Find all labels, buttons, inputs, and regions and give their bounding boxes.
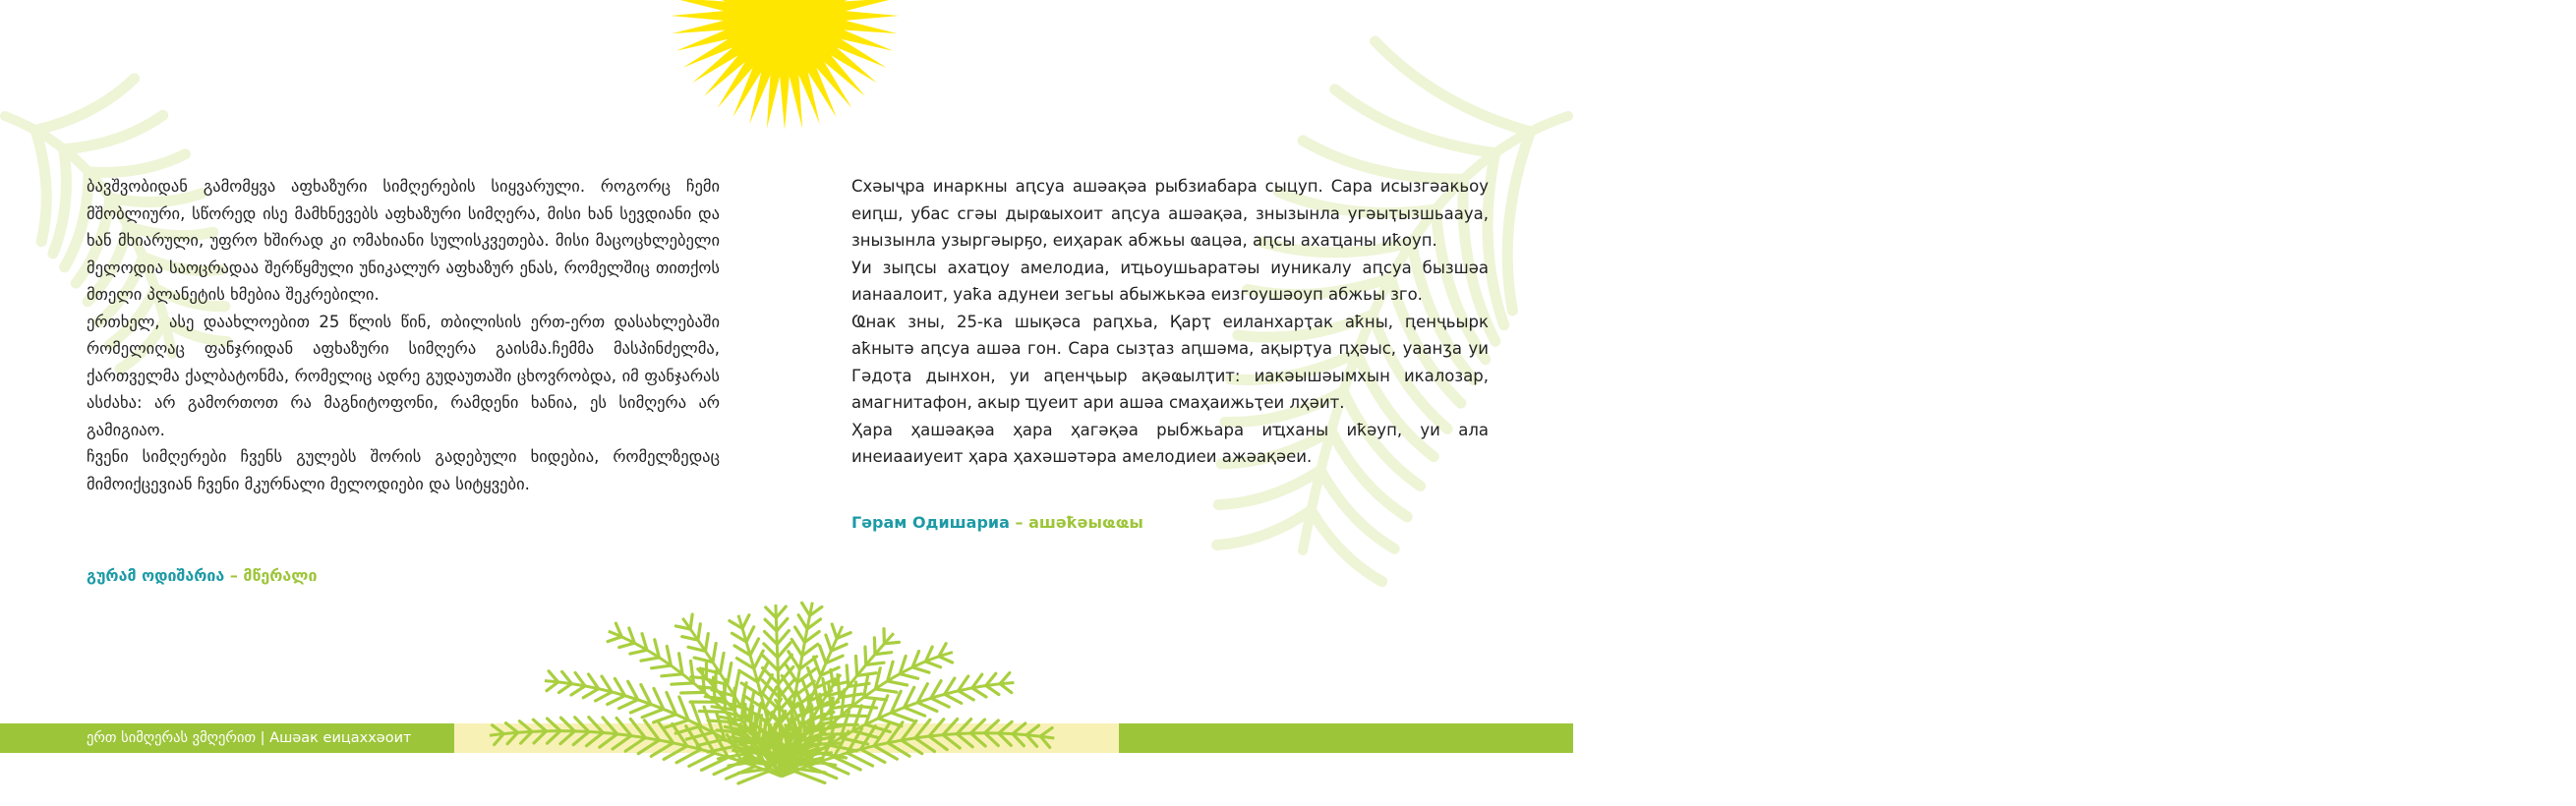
footer-title-right: ერთ სიმღერას ვმღერით | Ашәак еицаххәоит [2252, 730, 2576, 746]
abkhaz-paragraph-2: Уи зыԥсы ахаҵоу амелодиа, иҵьоушьаратәы иуникалу аԥсуа бызшәа ианаалоит, уаҟа адунеи зегьы абыжькәа еизгоушәоуп абжьы зго. [851, 258, 1489, 304]
georgian-paragraph-1: ბავშვობიდან გამომყვა აფხაზური სიმღერების სიყვარული. როგორც ჩემი მშობლიური, სწორედ ისე მამხნევებს აფხაზური სიმღერა, მისი ხან სევდიანი და ხან მხიარული, უფრო ხშირად კი ომახიანი სულისკვეთება. მისი მაცოცხლებელი მელოდია საოცრადაა შერწყმული უნიკალურ აფხაზურ ენას, რომელშიც თითქოს მთელი პლანეტის ხმებია შეკრებილი. [87, 177, 720, 304]
georgian-signature [87, 566, 317, 585]
georgian-author-name: გურამ ოდიშარია [87, 566, 225, 585]
palm-tree-icon [490, 603, 1054, 783]
abkhaz-text-column [851, 173, 1489, 471]
abkhaz-signature [851, 513, 1143, 532]
footer-title-left: ერთ სიმღერას ვმღერით | Ашәак еицаххәоит [87, 730, 412, 746]
georgian-paragraph-3: ჩვენი სიმღერები ჩვენს გულებს შორის გადებული ხიდებია, რომელზედაც მიმოიქცევიან ჩვენი მკურნალი მელოდიები და სიტყვები. [87, 447, 720, 493]
abkhaz-author-name: Гәрам Одишариа [851, 513, 1010, 532]
abkhaz-paragraph-4: Ҳара ҳашәақәа ҳара ҳагәқәа рыбжьара иҵханы иҟәуп, уи ала инеиааиуеит ҳара ҳахәшәтәра амелодиеи ажәақәеи. [851, 420, 1489, 466]
georgian-author-role: – მწერალი [229, 566, 318, 585]
georgian-paragraph-2: ერთხელ, ასე დაახლოებით 25 წლის წინ, თბილისის ერთ-ერთ დასახლებაში რომელიღაც ფანჯრიდან აფხაზური სიმღერა გაისმა.ჩემმა მასპინძელმა, ქართველმა ქალბატონმა, რომელიც ადრე გუდაუთაში ცხოვრობდა, იმ ფანჯარას ასძახა: არ გამორთოთ რა მაგნიტოფონი, რამდენი ხანია, ეს სიმღერა არ გამიგიაო. [87, 312, 720, 439]
abkhaz-paragraph-3: Ҩнак зны, 25-ка шықәса раԥхьа, Қарҭ еиланхарҭак аҟны, ԥенҷьырк аҟнытә аԥсуа ашәа гон. Сара сызҭаз аԥшәма, ақырҭуа ԥҳәыс, уаанӡа уи Гәдоҭа дынхон, уи аԥенҷьыр ақәҩылҭит: иакәышәымхын икалозар, амагнитафон, акыр ҵуеит ари ашәа смаҳаижьҭеи лҳәит. [851, 312, 1489, 412]
abkhaz-author-role: – ашәҟәыҩҩы [1015, 513, 1143, 532]
georgian-text-column [87, 173, 720, 497]
abkhaz-paragraph-1: Схәыҷра инаркны аԥсуа ашәақәа рыбзиабара сыцуп. Сара исызгәакьоу еиԥш, убас сгәы дырҩыхоит аԥсуа ашәақәа, знызынла угәыҭызшьаауа, знызынла узыргәырҕо, еиҳарак абжьы ҩацәа, аԥсы ахаҵаны иҟоуп. [851, 177, 1489, 250]
